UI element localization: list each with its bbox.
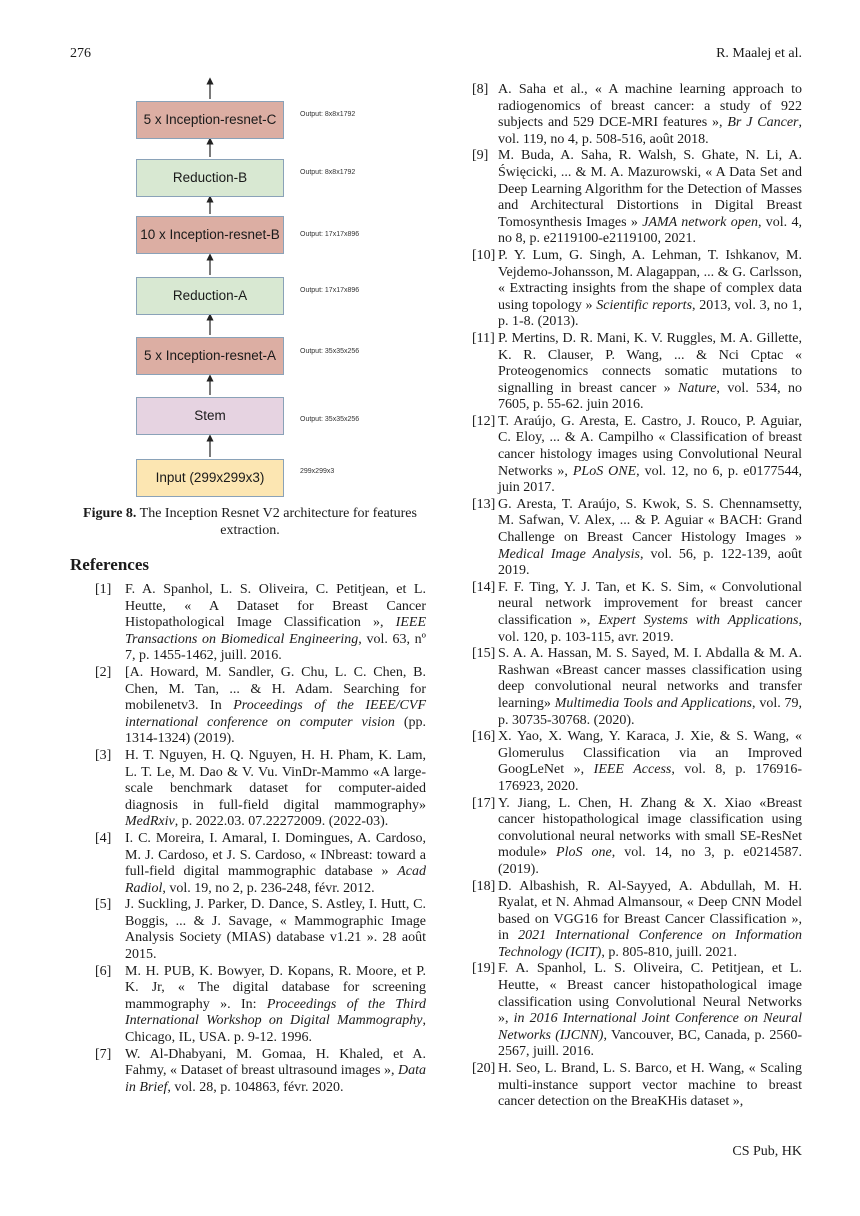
- reference-item: [12] T. Araújo, G. Aresta, E. Castro, J. Rouco, P. Aguiar, C. Eloy, ... & A. Campilho « Classification of breast cancer histology images using Convolutional Neural Networks », PLoS ONE, vol. 12, no 6, p. e0177544, juin 2017.: [472, 413, 802, 496]
- block-inception-resnet-a: 5 x Inception-resnet-A: [136, 337, 284, 375]
- reference-item: [19] F. A. Spanhol, L. S. Oliveira, C. Petitjean, et L. Heutte, « Breast cancer histopathological image classification using Convolutional Neural Networks », in 2016 International Joint Conference on Neural Networks (IJCNN), Vancouver, BC, Canada, p. 2560-2567, juill. 2016.: [472, 961, 803, 1060]
- reference-item: [2] [A. Howard, M. Sandler, G. Chu, L. C. Chen, B. Chen, M. Tan, ... & H. Adam. Searching for mobilenetv3. In Proceedings of the IEEE/CVF international conference on computer vision (pp. 1314-1324) (2019).: [95, 664, 426, 747]
- reference-item: [3] H. T. Nguyen, H. Q. Nguyen, H. H. Pham, K. Lam, L. T. Le, M. Dao & V. Vu. VinDr-Mammo «A large-scale benchmark dataset for computer-aided diagnosis in full-field digital mammography» MedRxiv, p. 2022.03. 07.22272009. (2022-03).: [95, 747, 426, 830]
- output-label-inception-resnet-c: Output: 8x8x1792: [300, 111, 356, 118]
- block-reduction-b: Reduction-B: [136, 159, 284, 197]
- block-inception-resnet-b: 10 x Inception-resnet-B: [136, 216, 284, 254]
- figure-caption: [70, 505, 430, 539]
- reference-item: [15] S. A. A. Hassan, M. S. Sayed, M. I. Abdalla & M. A. Rashwan «Breast cancer masses classification using deep convolutional neural networks and transfer learning» Multimedia Tools and Applications, vol. 79, p. 30735-30768. (2020).: [472, 646, 803, 728]
- output-label-reduction-a: Output: 17x17x896: [300, 287, 360, 294]
- reference-item: [14] F. F. Ting, Y. J. Tan, et K. S. Sim, « Convolutional neural network improvement for breast cancer classification », Expert Systems with Applications, vol. 120, p. 103-115, avr. 2019.: [472, 579, 802, 645]
- reference-item: [7] W. Al-Dhabyani, M. Gomaa, H. Khaled, et A. Fahmy, « Dataset of breast ultrasound images », Data in Brief, vol. 28, p. 104863, févr. 2020.: [95, 1046, 426, 1095]
- output-label-inception-resnet-b: Output: 17x17x896: [300, 231, 360, 238]
- reference-item: [4] I. C. Moreira, I. Amaral, I. Domingues, A. Cardoso, M. J. Cardoso, et J. S. Cardoso, « INbreast: toward a full-field digital mammographic database » Acad Radiol, vol. 19, no 2, p. 236-248, févr. 2012.: [95, 830, 426, 896]
- reference-item: [9] M. Buda, A. Saha, R. Walsh, S. Ghate, N. Li, A. Święcicki, ... & M. A. Mazurowski, « A Data Set and Deep Learning Algorithm for the Detection of Masses and Architectural Distortions in Digital Breast Tomosynthesis Images » JAMA network open, vol. 4, no 8, p. e2119100-e2119100, 2021.: [472, 148, 803, 247]
- reference-item: [8] A. Saha et al., « A machine learning approach to radiogenomics of breast cancer: a study of 922 subjects and 529 DCE-MRI features », Br J Cancer, vol. 119, no 4, p. 508-516, août 2018.: [472, 82, 802, 147]
- block-stem: Stem: [136, 397, 284, 435]
- figure-caption-text: The Inception Resnet V2 architecture for features extraction.: [136, 506, 417, 538]
- reference-item: [18] D. Albashish, R. Al-Sayyed, A. Abdullah, M. H. Ryalat, et N. Ahmad Almansour, « Deep CNN Model based on VGG16 for Breast Cancer Classification », in 2021 International Conference on Information Technology (ICIT), p. 805-810, juill. 2021.: [472, 878, 802, 960]
- references-heading: References: [70, 555, 149, 574]
- reference-item: [10] P. Y. Lum, G. Singh, A. Lehman, T. Ishkanov, M. Vejdemo-Johansson, M. Alagappan, ... & G. Carlsson, « Extracting insights from the shape of complex data using topology » Scientific reports, 2013, vol. 3, no 1, p. 1-8. (2013).: [472, 247, 803, 330]
- reference-item: [13] G. Aresta, T. Araújo, S. Kwok, S. S. Chennamsetty, M. Safwan, V. Alex, ... & P. Aguiar « BACH: Grand Challenge on Breast Cancer Histology Images » Medical Image Analysis, vol. 56, p. 122-139, août 2019.: [472, 496, 803, 579]
- reference-item: [1] F. A. Spanhol, L. S. Oliveira, C. Petitjean, et L. Heutte, « A Dataset for Breast Cancer Histopathological Image Classification », IEEE Transactions on Biomedical Engineering, vol. 63, nº 7, p. 1455-1462, juill. 2016.: [95, 582, 426, 664]
- architecture-diagram: [70, 75, 430, 505]
- reference-item: [5] J. Suckling, J. Parker, D. Dance, S. Astley, I. Hutt, C. Boggis, ... & J. Savage, « Mammographic Image Analysis Society (MIAS) database v1.21 ». 28 août 2015.: [95, 897, 426, 963]
- reference-item: [20] H. Seo, L. Brand, L. S. Barco, et H. Wang, « Scaling multi-instance support vector machine to breast cancer detection on the BreaKHis dataset »,: [472, 1061, 802, 1110]
- figure-caption-label: Figure 8.: [83, 506, 137, 521]
- output-label-reduction-b: Output: 8x8x1792: [300, 169, 356, 176]
- block-input: Input (299x299x3): [136, 459, 284, 497]
- reference-item: [16] X. Yao, X. Wang, Y. Karaca, J. Xie, & S. Wang, « Glomerulus Classification via an Improved GoogLeNet », IEEE Access, vol. 8, p. 176916-176923, 2020.: [472, 729, 803, 794]
- footer-publisher: CS Pub, HK: [732, 1144, 802, 1159]
- reference-item: [11] P. Mertins, D. R. Mani, K. V. Ruggles, M. A. Gillette, K. R. Clauser, P. Wang, ... & Nci Cptac « Proteogenomics connects somatic mutations to signalling in breast cancer » Nature, vol. 534, no 7605, p. 55-62. juin 2016.: [472, 330, 803, 413]
- reference-item: [17] Y. Jiang, L. Chen, H. Zhang & X. Xiao «Breast cancer histopathological image classification using convolutional neural networks with small SE-ResNet module» PloS one, vol. 14, no 3, p. e0214587. (2019).: [472, 795, 802, 877]
- running-header-authors: R. Maalej et al.: [716, 46, 802, 61]
- output-label-input: 299x299x3: [300, 468, 335, 475]
- block-inception-resnet-c: 5 x Inception-resnet-C: [136, 101, 284, 139]
- output-label-stem: Output: 35x35x256: [300, 416, 360, 423]
- page-number: 276: [70, 46, 91, 61]
- references-column-left: [95, 582, 426, 1096]
- block-reduction-a: Reduction-A: [136, 277, 284, 315]
- references-column-right: [472, 82, 802, 1111]
- reference-item: [6] M. H. PUB, K. Bowyer, D. Kopans, R. Moore, et P. K. Jr, « The digital database for screening mammography ». In: Proceedings of the Third International Workshop on Digital Mammography, Chicago, IL, USA. p. 9-12. 1996.: [95, 963, 426, 1046]
- output-label-inception-resnet-a: Output: 35x35x256: [300, 348, 360, 355]
